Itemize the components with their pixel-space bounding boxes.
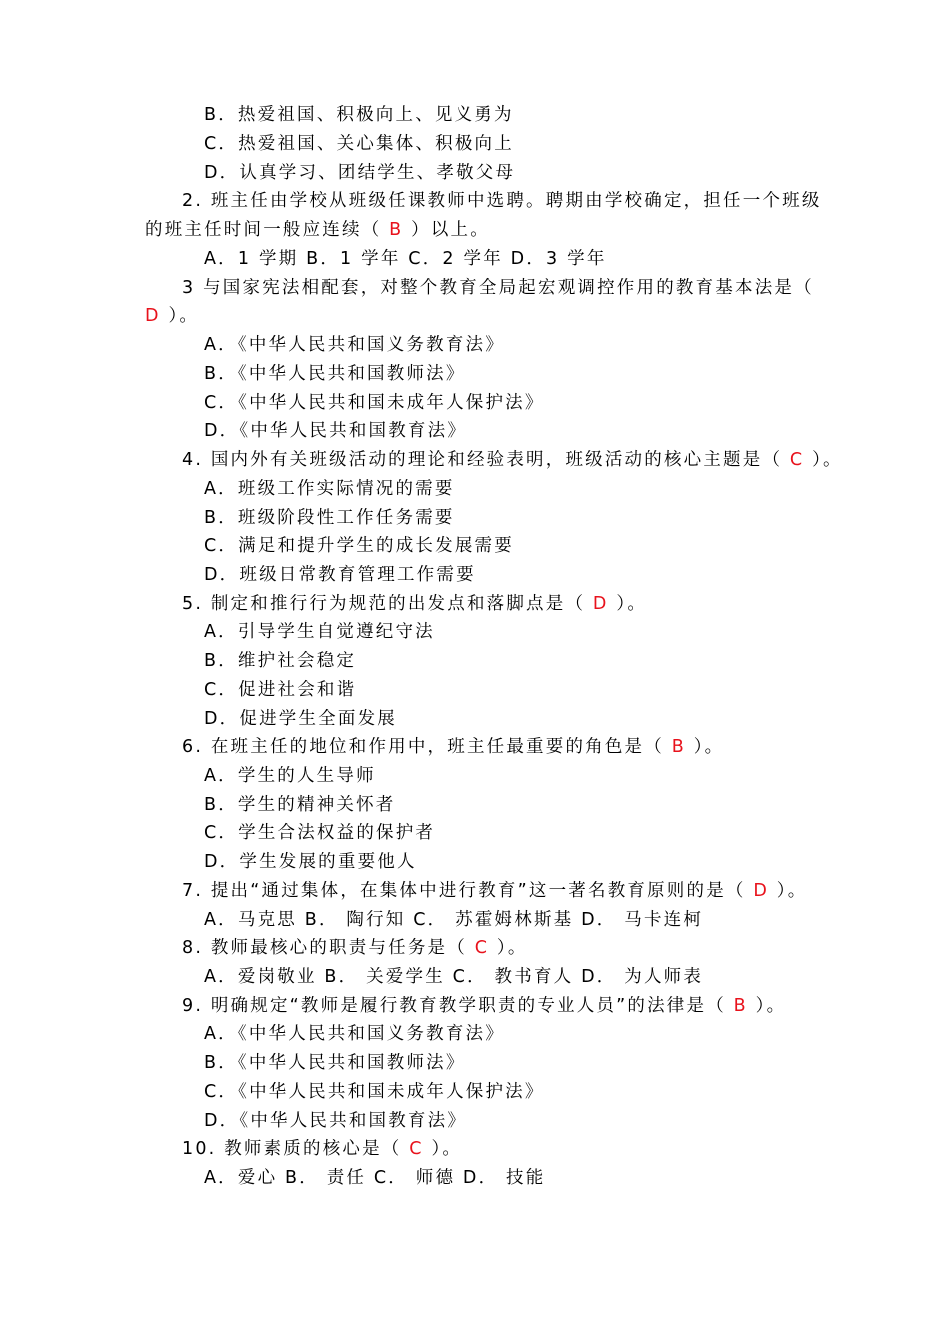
option-line: C．满足和提升学生的成长发展需要 — [204, 536, 514, 556]
option-line: A．马克思 B． 陶行知 C． 苏霍姆林斯基 D． 马卡连柯 — [204, 910, 704, 930]
option-line: A．爱心 B． 责任 C． 师德 D． 技能 — [204, 1168, 546, 1188]
question-text: 的班主任时间一般应连续（ — [145, 220, 390, 240]
question-line — [182, 594, 647, 614]
question-text: 8. 教师最核心的职责与任务是（ — [182, 938, 475, 958]
question-text: ）。 — [769, 881, 808, 901]
question-text: ）。 — [804, 450, 843, 470]
question-line — [182, 881, 807, 901]
option-line: B．维护社会稳定 — [204, 651, 357, 671]
question-text: 9. 明确规定“教师是履行教育教学职责的专业人员”的法律是（ — [182, 996, 734, 1016]
question-text: 4. 国内外有关班级活动的理论和经验表明，班级活动的核心主题是（ — [182, 450, 790, 470]
question-text: ）。 — [747, 996, 787, 1016]
option-line: C．《中华人民共和国未成年人保护法》 — [204, 393, 545, 413]
option-line: D．《中华人民共和国教育法》 — [204, 421, 468, 441]
option-line: D．班级日常教育管理工作需要 — [204, 565, 476, 585]
question-text: ）以上。 — [403, 220, 490, 240]
option-line: B．《中华人民共和国教师法》 — [204, 1053, 466, 1073]
question-text: ）。 — [489, 938, 528, 958]
option-line: D．学生发展的重要他人 — [204, 852, 417, 872]
answer-letter: D — [592, 594, 609, 614]
option-line: C．学生合法权益的保护者 — [204, 823, 436, 843]
question-text: 2. 班主任由学校从班级任课教师中选聘。聘期由学校确定，担任一个班级 — [182, 191, 822, 211]
option-line: B．《中华人民共和国教师法》 — [204, 364, 466, 384]
question-text: 6. 在班主任的地位和作用中，班主任最重要的角色是（ — [182, 737, 672, 757]
answer-letter: C — [409, 1139, 424, 1159]
answer-letter: D — [753, 881, 770, 901]
question-line — [182, 450, 843, 470]
option-line: A．爱岗敬业 B． 关爱学生 C． 教书育人 D． 为人师表 — [204, 967, 704, 987]
question-line: 3 与国家宪法相配套，对整个教育全局起宏观调控作用的教育基本法是（ — [182, 278, 814, 298]
option-line: B．热爱祖国、积极向上、见义勇为 — [204, 105, 514, 125]
question-text: ）。 — [685, 737, 725, 757]
option-line: B．学生的精神关怀者 — [204, 795, 396, 815]
question-line — [182, 191, 822, 211]
answer-letter: B — [389, 220, 404, 240]
option-line: C．热爱祖国、关心集体、积极向上 — [204, 134, 514, 154]
option-line: B．班级阶段性工作任务需要 — [204, 508, 455, 528]
question-text: ）。 — [423, 1139, 463, 1159]
option-line: A．《中华人民共和国义务教育法》 — [204, 1024, 505, 1044]
option-line: C．促进社会和谐 — [204, 680, 357, 700]
question-line — [182, 996, 786, 1016]
option-line: A．班级工作实际情况的需要 — [204, 479, 455, 499]
answer-letter: B — [733, 996, 748, 1016]
option-line: A．1 学期 B．1 学年 C．2 学年 D．3 学年 — [204, 249, 607, 269]
question-line — [182, 1139, 462, 1159]
question-line — [145, 306, 199, 326]
answer-letter: C — [474, 938, 490, 958]
question-line — [145, 220, 490, 240]
question-line — [182, 938, 528, 958]
option-line: C．《中华人民共和国未成年人保护法》 — [204, 1082, 545, 1102]
question-text: 7. 提出“通过集体，在集体中进行教育”这一著名教育原则的是（ — [182, 881, 754, 901]
answer-letter: B — [671, 737, 686, 757]
question-text: ）。 — [608, 594, 648, 614]
option-line: D．促进学生全面发展 — [204, 709, 397, 729]
answer-letter: C — [789, 450, 805, 470]
option-line: D．认真学习、团结学生、孝敬父母 — [204, 163, 516, 183]
question-line — [182, 737, 724, 757]
question-text: 10. 教师素质的核心是（ — [182, 1139, 410, 1159]
question-text: ）。 — [160, 306, 200, 326]
option-line: A．学生的人生导师 — [204, 766, 376, 786]
answer-letter: D — [145, 306, 161, 326]
option-line: A．《中华人民共和国义务教育法》 — [204, 335, 505, 355]
option-line: A．引导学生自觉遵纪守法 — [204, 622, 435, 642]
question-text: 5. 制定和推行行为规范的出发点和落脚点是（ — [182, 594, 593, 614]
option-line: D．《中华人民共和国教育法》 — [204, 1111, 468, 1131]
